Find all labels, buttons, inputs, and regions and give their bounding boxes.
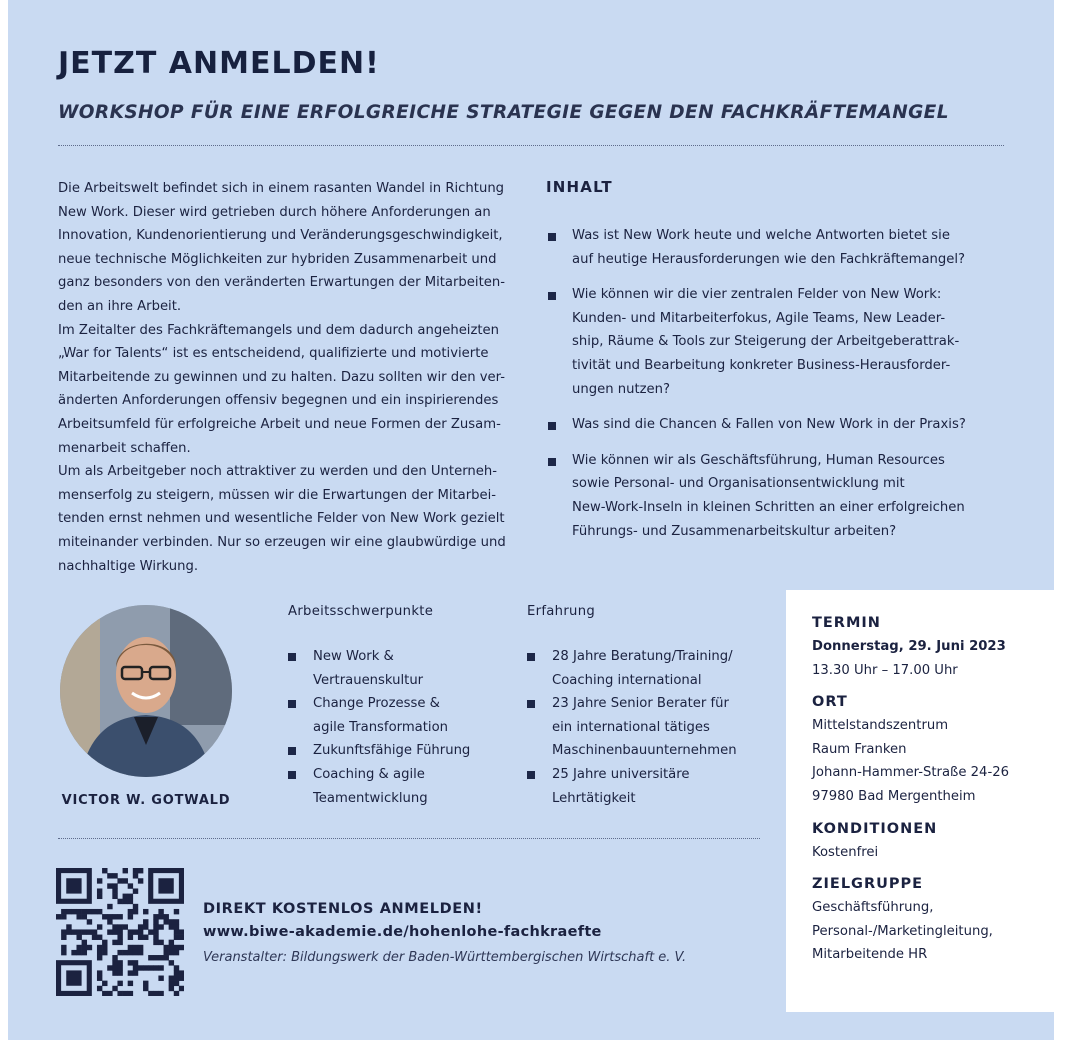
qr-code-graphic	[56, 868, 184, 996]
square-bullet-icon	[527, 771, 535, 779]
ort-text: Mittelstandszentrum Raum Franken Johann-Hammer-Straße 24-26 97980 Bad Mergentheim	[812, 718, 1009, 804]
square-bullet-icon	[548, 233, 556, 241]
speaker-name: VICTOR W. GOTWALD	[61, 793, 231, 808]
list-item: Was ist New Work heute und welche Antworten bietet sie auf heutige Herausforderungen wie den Fachkräftemangel?	[546, 224, 996, 271]
ort-label: ORT	[812, 694, 848, 711]
list-item: Was sind die Chancen & Fallen von New Work in der Praxis?	[546, 413, 996, 437]
square-bullet-icon	[548, 292, 556, 300]
termin-label: TERMIN	[812, 615, 881, 631]
divider-top	[58, 145, 1004, 146]
inhalt-list	[546, 224, 996, 555]
list-item: New Work & Vertrauenskultur	[288, 645, 508, 692]
list-item: Wie können wir als Geschäftsführung, Human Resources sowie Personal- und Organisationsentwicklung mit New-Work-Inseln in kleinen Schritten an einer erfolgreichen Führungs- und Zusammenarbeitskultur arbeiten?	[546, 449, 996, 543]
subline: WORKSHOP FÜR EINE ERFOLGREICHE STRATEGIE GEGEN DEN FACHKRÄFTEMANGEL	[58, 102, 949, 123]
list-item: 23 Jahre Senior Berater für ein international tätiges Maschinenbauunternehmen	[527, 692, 777, 763]
organizer-text: Veranstalter: Bildungswerk der Baden-Württembergischen Wirtschaft e. V.	[203, 950, 687, 965]
inhalt-title: INHALT	[546, 178, 613, 196]
erfahrung-list	[527, 645, 777, 810]
konditionen-text: Kostenfrei	[812, 844, 879, 860]
registration-link[interactable]: www.biwe-akademie.de/hohenlohe-fachkraefte	[203, 924, 602, 940]
schwerpunkte-title: Arbeitsschwerpunkte	[288, 604, 434, 619]
square-bullet-icon	[288, 771, 296, 779]
konditionen-label: KONDITIONEN	[812, 820, 938, 837]
zielgruppe-label: ZIELGRUPPE	[812, 876, 924, 893]
speaker-photo	[60, 605, 232, 777]
termin-date: Donnerstag, 29. Juni 2023	[812, 639, 1006, 654]
qr-code-icon[interactable]	[56, 868, 184, 996]
square-bullet-icon	[527, 700, 535, 708]
schwerpunkte-list	[288, 645, 508, 810]
list-item: Change Prozesse & agile Transformation	[288, 692, 508, 739]
list-item: Coaching & agile Teamentwicklung	[288, 763, 508, 810]
square-bullet-icon	[527, 653, 535, 661]
square-bullet-icon	[548, 422, 556, 430]
erfahrung-title: Erfahrung	[527, 604, 596, 619]
info-box	[786, 590, 1054, 1012]
headline: JETZT ANMELDEN!	[58, 46, 380, 81]
cta-title: DIREKT KOSTENLOS ANMELDEN!	[203, 901, 483, 917]
square-bullet-icon	[288, 700, 296, 708]
square-bullet-icon	[288, 747, 296, 755]
list-item: 25 Jahre universitäre Lehrtätigkeit	[527, 763, 777, 810]
square-bullet-icon	[288, 653, 296, 661]
divider-bottom	[58, 838, 760, 839]
intro-text: Die Arbeitswelt befindet sich in einem rasanten Wandel in Richtung New Work. Dieser wird getrieben durch höhere Anforderungen an Innovation, Kundenorientierung und Veränderungsgeschwindigkeit, neue technische Möglichkeiten zur hybriden Zusammenarbeit und ganz besonders von den veränderten Erwartungen der Mitarbeiten- den an ihre Arbeit. Im Zeitalter des Fachkräftemangels und dem dadurch angeheizten „War for Talents“ ist es entscheidend, qualifizierte und motivierte Mitarbeitende zu gewinnen und zu halten. Dazu sollten wir den ver- änderten Anforderungen offensiv begegnen und ein inspirierendes Arbeitsumfeld für erfolgreiche Arbeit und neue Formen der Zusam- menarbeit schaffen. Um als Arbeitgeber noch attraktiver zu werden und den Unterneh- menserfolg zu steigern, müssen wir die Erwartungen der Mitarbei- tenden ernst nehmen und wesentliche Felder von New Work gezielt miteinander verbinden. Nur so erzeugen wir eine glaubwürdige und nachhaltige Wirkung.	[58, 181, 506, 574]
list-item: Zukunftsfähige Führung	[288, 739, 508, 763]
list-item: 28 Jahre Beratung/Training/ Coaching international	[527, 645, 777, 692]
list-item: Wie können wir die vier zentralen Felder von New Work: Kunden- und Mitarbeiterfokus, Agile Teams, New Leader- ship, Räume & Tools zur Steigerung der Arbeitgeberattrak- tivität und Bearbeitung konkreter Business-Herausforder- ungen nutzen?	[546, 283, 996, 401]
erfahrung-column	[527, 604, 777, 810]
schwerpunkte-column	[288, 604, 508, 810]
termin-time: 13.30 Uhr – 17.00 Uhr	[812, 662, 958, 678]
square-bullet-icon	[548, 458, 556, 466]
portrait-photo-icon	[60, 605, 232, 777]
flyer-panel	[8, 0, 1054, 1040]
zielgruppe-text: Geschäftsführung, Personal-/Marketingleitung, Mitarbeitende HR	[812, 900, 993, 963]
